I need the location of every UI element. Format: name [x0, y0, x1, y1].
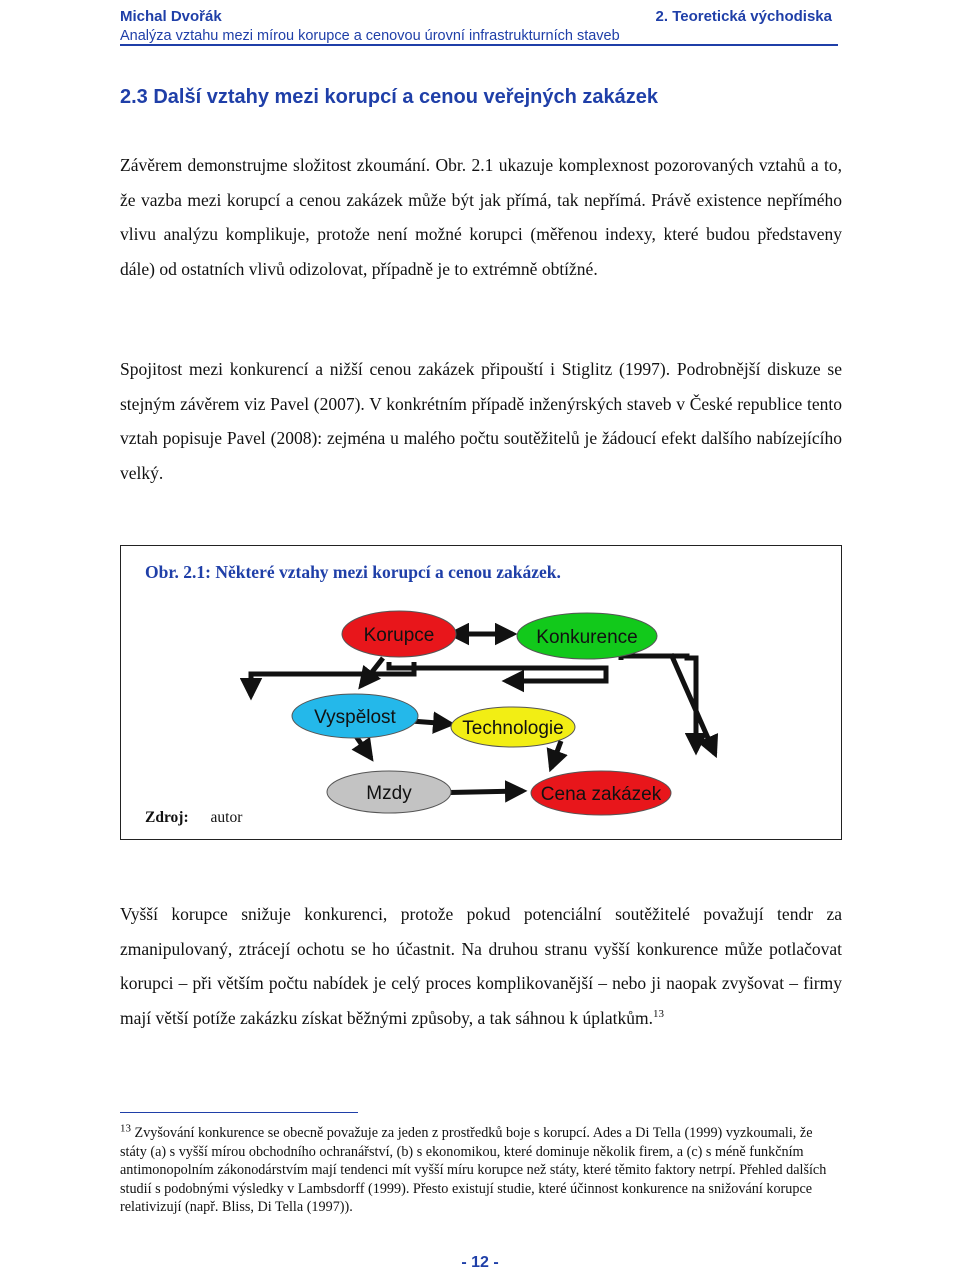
- footnote-number: 13: [120, 1122, 131, 1135]
- footnote-rule: [120, 1112, 358, 1113]
- node-mzdy: [327, 771, 451, 813]
- footnote-ref[interactable]: 13: [652, 1007, 664, 1020]
- arrow-konkurence-cena: [621, 656, 696, 751]
- paragraph-3: [120, 897, 842, 1035]
- arrow-vyspelost-technologie: [411, 721, 451, 724]
- node-korupce-label: Korupce: [363, 625, 435, 646]
- page-header: [120, 6, 832, 44]
- node-technologie: [451, 707, 575, 747]
- arrow-korupce-loop: [389, 662, 606, 681]
- figure-source-value: autor: [210, 809, 243, 826]
- header-rule: [120, 44, 838, 46]
- paragraph-3-text: Vyšší korupce snižuje konkurenci, protože pokud potenciální soutěžitelé považují tendr za zmanipulovaný, ztrácejí ochotu se ho účastnit. Na druhou stranu vyšší konkurence může potlačovat korupci – při větším počtu nabídek je celý proces komplikovanější – nebo ji naopak zvyšovat – firmy mají větší potíže zakázku získat běžnými způsoby, a tak sáhnou k úplatkům.: [120, 904, 842, 1028]
- figure-source-label: Zdroj:: [145, 809, 189, 826]
- node-korupce: [342, 611, 456, 657]
- figure-title: Obr. 2.1: Některé vztahy mezi korupcí a cenou zakázek.: [145, 562, 561, 582]
- node-vyspelost: [292, 694, 418, 738]
- footnote: [120, 1124, 840, 1217]
- node-cena: [531, 771, 671, 815]
- header-subtitle: Analýza vztahu mezi mírou korupce a cenovou úrovní infrastrukturních staveb: [120, 28, 620, 44]
- figure-source: [145, 809, 242, 827]
- node-konkurence-label: Konkurence: [536, 627, 638, 648]
- paragraph-1: Závěrem demonstrujme složitost zkoumání. Obr. 2.1 ukazuje komplexnost pozorovaných vztahů a to, že vazba mezi korupcí a cenou zakázek může být jak přímá, tak nepřímá. Právě existence nepřímého vlivu analýzu komplikuje, protože není možné korupci (měřenou indexy, které budou představeny dále) od ostatních vlivů odizolovat, případně je to extrémně obtížné.: [120, 155, 842, 279]
- figure-box: [120, 545, 842, 840]
- node-vyspelost-label: Vyspělost: [314, 707, 396, 728]
- header-chapter: 2. Teoretická východiska: [655, 8, 832, 25]
- section-title: 2.3 Další vztahy mezi korupcí a cenou veřejných zakázek: [120, 86, 659, 108]
- page-number: - 12 -: [461, 1254, 499, 1271]
- diagram: [121, 546, 841, 839]
- node-cena-label: Cena zakázek: [540, 784, 662, 805]
- arrow-technologie-cena: [551, 741, 561, 768]
- arrow-konkurence-cena-2: [671, 654, 715, 754]
- node-konkurence: [517, 613, 657, 659]
- node-mzdy-label: Mzdy: [366, 783, 412, 804]
- header-author: Michal Dvořák: [120, 8, 222, 25]
- paragraph-2: Spojitost mezi konkurencí a nižší cenou zakázek připouští i Stiglitz (1997). Podrobnější diskuze se stejným závěrem viz Pavel (2007). V konkrétním případě inženýrských staveb v České republice tento vztah popisuje Pavel (2008): zejména u malého počtu soutěžitelů je žádoucí efekt dalšího nabízejícího velký.: [120, 359, 842, 483]
- footnote-text: Zvyšování konkurence se obecně považuje za jeden z prostředků boje s korupcí. Ades a Di Tella (1999) vyzkoumali, že státy (a) s vyšší mírou obchodního ochranářství, (b) s ekonomikou, které dominuje několik firem, a (c) s méně funkčním antimonopolním zákonodárstvím mají tendenci mít vyšší míru korupce než státy, které těmito faktory netrpí. Přehled dalších studií s podobnými výsledky v Lambsdorff (1999). Přesto existují studie, které účinnost konkurence na snižování korupce relativizují (např. Bliss, Di Tella (1997)).: [120, 1125, 827, 1215]
- node-technologie-label: Technologie: [462, 718, 564, 739]
